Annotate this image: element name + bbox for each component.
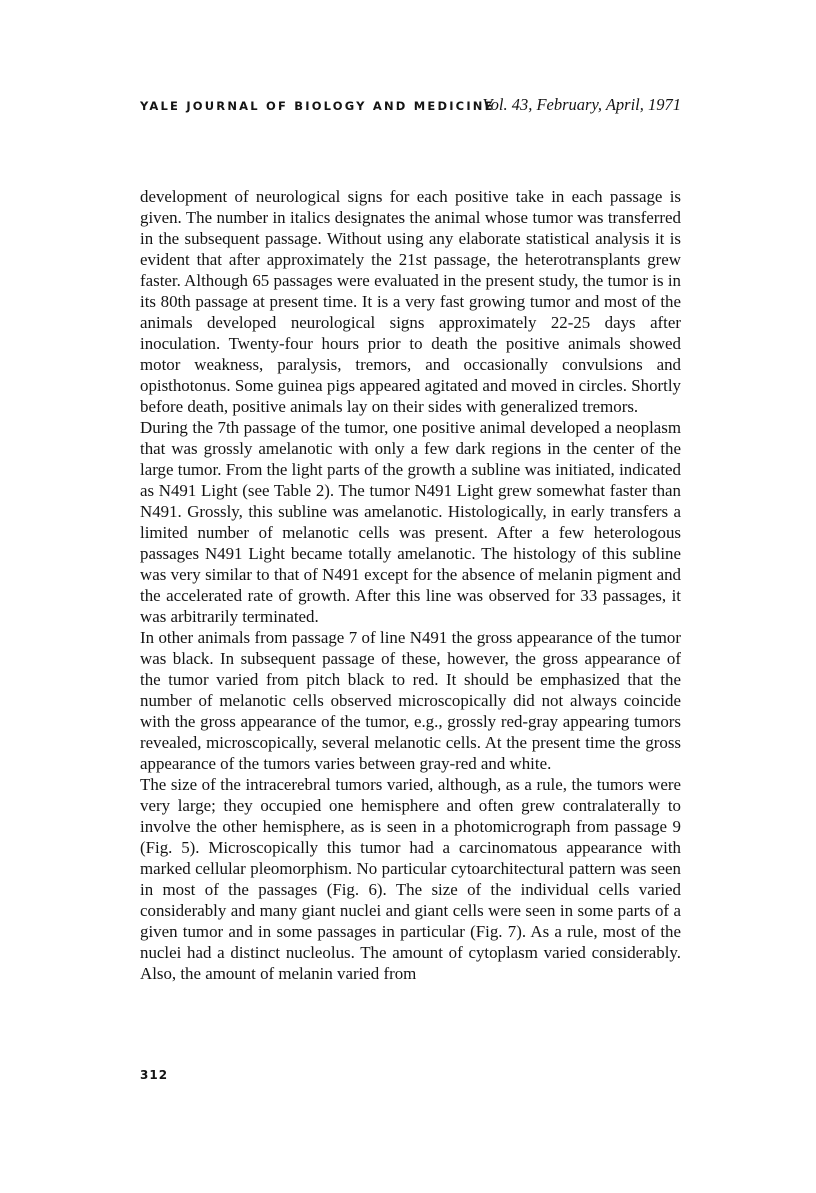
paragraph-4: The size of the intracerebral tumors varied, although, as a rule, the tumors were very large; they occupied one hemisphere and often grew contralaterally to involve the other hemisphere, as is seen in a photomicrograph from passage 9 (Fig. 5). Microscopically this tumor had a carcinomatous appearance with marked cellular pleomorphism. No particular cytoarchitectural pattern was seen in most of the passages (Fig. 6). The size of the individual cells varied considerably and many giant nuclei and giant cells were seen in some parts of a given tumor and in some passages in particular (Fig. 7). As a rule, most of the nuclei had a distinct nucleolus. The amount of cytoplasm varied considerably. Also, the amount of melanin varied from: [140, 775, 681, 983]
page-number: 312: [140, 1068, 169, 1082]
journal-title: YALE JOURNAL OF BIOLOGY AND MEDICINE: [140, 99, 495, 113]
running-head: [140, 95, 681, 119]
paragraph-3: In other animals from passage 7 of line N491 the gross appearance of the tumor was black. In subsequent passage of these, however, the gross appearance of the tumor varied from pitch black to red. It should be emphasized that the number of melanotic cells observed microscopically did not always coincide with the gross appearance of the tumor, e.g., grossly red-gray appearing tumors revealed, microscopically, several melanotic cells. At the present time the gross appearance of the tumors varies between gray-red and white.: [140, 628, 681, 773]
paragraph-1: development of neurological signs for each positive take in each passage is given. The number in italics designates the animal whose tumor was transferred in the subsequent passage. Without using any elaborate statistical analysis it is evident that after approximately the 21st passage, the heterotransplants grew faster. Although 65 passages were evaluated in the present study, the tumor is in its 80th passage at present time. It is a very fast growing tumor and most of the animals developed neurological signs approximately 22-25 days after inoculation. Twenty-four hours prior to death the positive animals showed motor weakness, paralysis, tremors, and occasionally convulsions and opisthotonus. Some guinea pigs appeared agitated and moved in circles. Shortly before death, positive animals lay on their sides with generalized tremors.: [140, 187, 681, 416]
volume-info: Vol. 43, February, April, 1971: [482, 95, 681, 114]
paragraph-2: During the 7th passage of the tumor, one positive animal developed a neoplasm that was grossly amelanotic with only a few dark regions in the center of the large tumor. From the light parts of the growth a subline was initiated, indicated as N491 Light (see Table 2). The tumor N491 Light grew somewhat faster than N491. Grossly, this subline was amelanotic. Histologically, in early transfers a limited number of melanotic cells was present. After a few heterologous passages N491 Light became totally amelanotic. The histology of this subline was very similar to that of N491 except for the absence of melanin pigment and the accelerated rate of growth. After this line was observed for 33 passages, it was arbitrarily terminated.: [140, 418, 681, 626]
body-text: [140, 186, 681, 984]
